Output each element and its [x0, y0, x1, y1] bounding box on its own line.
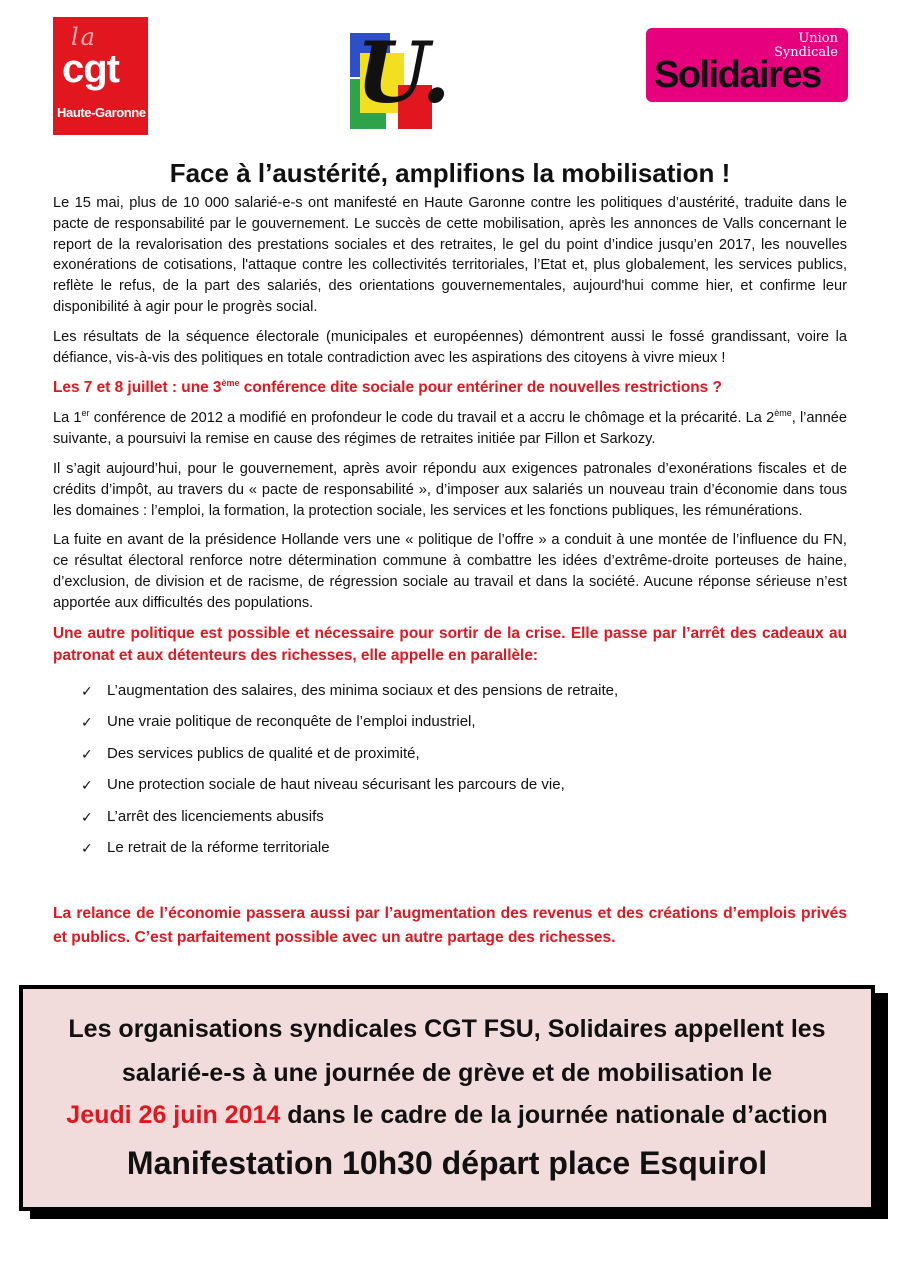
callout-line-3 — [23, 1101, 871, 1130]
demonstration-info: Manifestation 10h30 départ place Esquirol — [126, 1145, 768, 1181]
check-icon: ✓ — [81, 808, 93, 825]
demand-text: Le retrait de la réforme territoriale — [107, 839, 330, 857]
check-icon: ✓ — [81, 714, 93, 731]
list-item — [81, 770, 847, 802]
paragraph-mobilisation: Le 15 mai, plus de 10 000 salarié-e-s ont manifesté en Haute Garonne contre les politiques d’austérité, traduite dans le pacte de responsabilité par le gouvernement. Le succès de cette mobilisation, après les annonces de Valls concernant le report de la revalorisation des prestations sociales et des retraites, le gel du point d’indice jusqu’en 2017, les nouvelles exonérations de cotisations, l'attaque contre les collectivités territoriales, l’Etat et, plus globalement, les services publics, reflète le refus, de la part des salariés, des orientations gouvernementales, aujourd'hui comme hier, et confirme leur disponibilité à agir pour le progrès social. — [53, 195, 847, 315]
demand-text: Une vraie politique de reconquête de l’emploi industriel, — [107, 713, 476, 731]
solidaires-logo-union: Union — [798, 31, 838, 46]
list-item — [81, 676, 847, 708]
strike-date: Jeudi 26 juin 2014 — [66, 1101, 281, 1129]
heading-conference-part-b: conférence dite sociale pour entériner de nouvelles restrictions ? — [239, 379, 722, 397]
heading-conference-sup: ème — [221, 378, 240, 389]
callout-line-3-rest: dans le cadre de la journée nationale d’action — [280, 1101, 828, 1129]
check-icon: ✓ — [81, 777, 93, 794]
demand-text: Une protection sociale de haut niveau sécurisant les parcours de vie, — [107, 776, 565, 794]
check-icon: ✓ — [81, 745, 93, 762]
check-icon: ✓ — [81, 682, 93, 699]
cgt-logo — [53, 17, 148, 135]
demands-list — [53, 676, 847, 865]
demand-text: L’arrêt des licenciements abusifs — [107, 807, 324, 825]
heading-conference-part-a: Les 7 et 8 juillet : une 3 — [53, 379, 222, 397]
paragraph-hollande: La fuite en avant de la présidence Hollande vers une « politique de l’offre » a conduit à une montée de l’influence du FN, ce résultat électoral renforce notre détermination commune à combattre les idées d’extrême-droite porteuses de haine, d’exclusion, de division et de racisme, de régression sociale au travail et dans la société. Aucune réponse sérieuse n’est apportée aux difficultés des populations. — [53, 532, 847, 611]
callout-line-2: salarié-e-s à une journée de grève et de mobilisation le — [121, 1059, 773, 1087]
callout-line-1: Les organisations syndicales CGT FSU, Solidaires appellent les — [68, 1015, 826, 1043]
paragraph-conferences-b: conférence de 2012 a modifié en profondeur le code du travail et a accru le chômage et la précarité. La 2 — [89, 410, 775, 427]
paragraph-pacte: Il s’agit aujourd’hui, pour le gouvernement, après avoir répondu aux exigences patronales d’exonérations fiscales et de crédits d’impôt, au travers du « pacte de responsabilité », d’imposer aux salariés un nouveau train d’économie dans tous les domaines : l’emploi, la formation, la protection sociale, les services et les fonctions publiques, les rémunérations. — [53, 460, 847, 519]
list-item — [81, 833, 847, 865]
paragraph-conferences — [53, 408, 847, 450]
list-item — [81, 739, 847, 771]
solidaires-logo — [646, 28, 848, 102]
paragraph-conferences-a: La 1 — [53, 410, 82, 427]
paragraph-elections: Les résultats de la séquence électorale (municipales et européennes) démontrent aussi le fossé grandissant, voire la défiance, vis-à-vis des politiques en totale contradiction avec les aspirations des citoyens à vivre mieux ! — [53, 328, 847, 366]
cgt-logo-sub-text: Haute-Garonne — [57, 105, 146, 120]
demand-text: L’augmentation des salaires, des minima sociaux et des pensions de retraite, — [107, 681, 619, 699]
fsu-logo-letter: U. — [356, 23, 451, 122]
solidaires-logo-main: Solidaires — [654, 54, 821, 96]
paragraph-conferences-c: , l’année suivante, a poursuivi la remise en cause des régimes de retraites initiée par Fillon et Sarkozy. — [53, 410, 848, 448]
heading-autre-politique: Une autre politique est possible et nécessaire pour sortir de la crise. Elle passe par l’arrêt des cadeaux au patronat et aux détenteurs des richesses, elle appelle en parallèle: — [53, 624, 847, 664]
check-icon: ✓ — [81, 840, 93, 857]
list-item — [81, 707, 847, 739]
closing-statement: La relance de l’économie passera aussi par l’augmentation des revenus et des créations d’emplois privés et publics. C’est parfaitement possible avec un autre partage des richesses. — [53, 905, 847, 946]
paragraph-conferences-sup1: er — [81, 408, 90, 419]
callout-box — [19, 985, 875, 1211]
cgt-logo-main-text: cgt — [62, 47, 119, 91]
solidaires-logo-syndicale: Syndicale — [774, 45, 838, 60]
demand-text: Des services publics de qualité et de proximité, — [107, 744, 420, 762]
paragraph-conferences-sup2: ème — [774, 408, 792, 419]
fsu-logo — [350, 23, 451, 129]
list-item — [81, 802, 847, 834]
article-body — [53, 193, 847, 865]
heading-conference — [53, 377, 847, 399]
cgt-logo-small-text: la — [71, 23, 97, 51]
page-title: Face à l’austérité, amplifions la mobilisation ! — [169, 158, 731, 188]
